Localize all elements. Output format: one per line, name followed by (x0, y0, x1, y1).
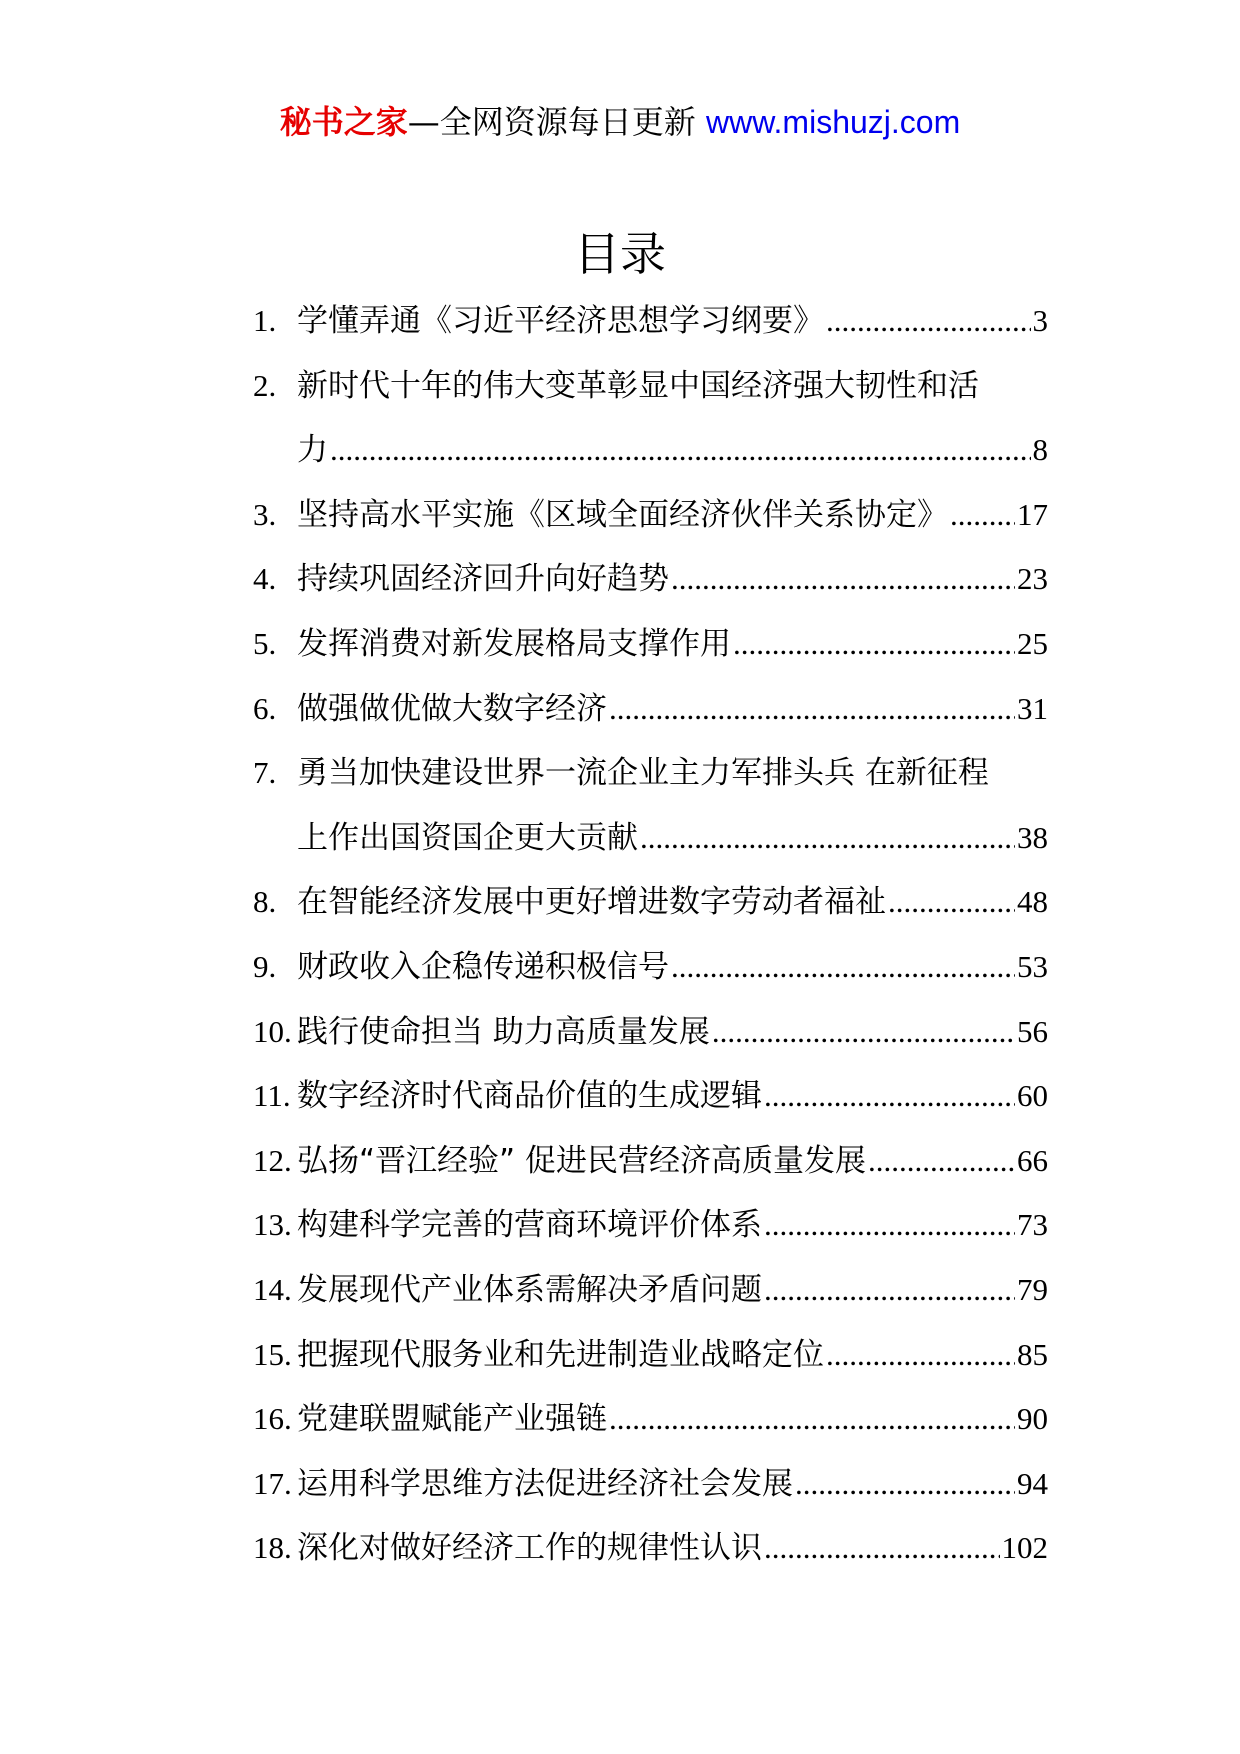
dot-leader (764, 1064, 1015, 1129)
dot-leader (795, 1452, 1015, 1517)
toc-entry-title: 发挥消费对新发展格局支撑作用 (297, 625, 731, 662)
toc-line (253, 418, 1048, 483)
toc-entry-number: 2. (253, 367, 277, 403)
toc-page-number: 66 (1017, 1142, 1048, 1178)
toc-page-number: 56 (1017, 1013, 1048, 1049)
toc-entry[interactable] (253, 677, 1048, 742)
toc-entry-title: 把握现代服务业和先进制造业战略定位 (297, 1336, 824, 1373)
toc-entry[interactable] (253, 1000, 1048, 1065)
dot-leader (764, 1193, 1015, 1258)
toc-entry-number: 12. (253, 1142, 292, 1178)
toc-entry[interactable] (253, 483, 1048, 548)
toc-page-number: 3 (1032, 303, 1048, 338)
toc-entry[interactable] (253, 547, 1048, 612)
toc-entry-title: 在智能经济发展中更好增进数字劳动者福祉 (297, 884, 886, 921)
toc-entry-number: 6. (253, 690, 277, 726)
toc-entry[interactable] (253, 1064, 1048, 1129)
toc-entry-title: 做强做优做大数字经济 (297, 690, 607, 727)
toc-line (253, 741, 1048, 806)
toc-line (253, 806, 1048, 871)
toc-entry[interactable] (253, 1452, 1048, 1517)
toc-entry[interactable] (253, 1258, 1048, 1323)
toc-page-number: 48 (1017, 884, 1048, 920)
site-banner (0, 100, 1240, 144)
toc-entry-title: 力 (297, 432, 328, 469)
toc-entry[interactable] (253, 1129, 1048, 1194)
toc-page-number: 8 (1032, 432, 1048, 468)
toc-line (253, 483, 1048, 548)
toc-entry-title: 深化对做好经济工作的规律性认识 (297, 1530, 762, 1567)
table-of-contents (253, 289, 1048, 1581)
toc-entry-number: 4. (253, 561, 277, 597)
toc-entry-number: 11. (253, 1078, 291, 1114)
toc-entry-title: 持续巩固经济回升向好趋势 (297, 561, 669, 598)
toc-line (253, 354, 1048, 419)
dot-leader (764, 1516, 1000, 1581)
toc-page-number: 79 (1017, 1271, 1048, 1307)
toc-entry-number: 13. (253, 1207, 292, 1243)
toc-entry-number: 18. (253, 1530, 292, 1566)
toc-entry[interactable] (253, 741, 1048, 870)
toc-entry[interactable] (253, 1387, 1048, 1452)
dot-leader (733, 612, 1015, 677)
dot-leader (764, 1258, 1015, 1323)
toc-line (253, 1323, 1048, 1388)
toc-entry[interactable] (253, 289, 1048, 354)
dot-leader (950, 483, 1015, 548)
dot-leader (330, 418, 1031, 483)
toc-entry-title: 坚持高水平实施《区域全面经济伙伴关系协定》 (297, 496, 948, 533)
toc-entry-title: 上作出国资国企更大贡献 (297, 819, 638, 856)
toc-entry-number: 1. (253, 303, 277, 338)
toc-page-number: 94 (1017, 1465, 1048, 1501)
toc-entry-number: 8. (253, 884, 277, 920)
toc-line (253, 1129, 1048, 1194)
dot-leader (868, 1129, 1015, 1194)
toc-page-number: 60 (1017, 1078, 1048, 1114)
toc-entry-number: 7. (253, 755, 277, 791)
dot-leader (826, 289, 1031, 354)
toc-line (253, 612, 1048, 677)
toc-entry-title: 践行使命担当 助力高质量发展 (297, 1013, 710, 1050)
dot-leader (671, 935, 1015, 1000)
dot-leader (888, 870, 1015, 935)
toc-entry-number: 10. (253, 1013, 292, 1049)
toc-page-number: 85 (1017, 1336, 1048, 1372)
toc-line (253, 1000, 1048, 1065)
toc-entry-number: 3. (253, 496, 277, 532)
dot-leader (640, 806, 1015, 871)
toc-entry-title: 学懂弄通《习近平经济思想学习纲要》 (297, 303, 824, 339)
toc-entry-title: 财政收入企稳传递积极信号 (297, 948, 669, 985)
brand-name: 秘书之家 (279, 103, 408, 141)
toc-page-number: 17 (1017, 496, 1048, 532)
toc-entry[interactable] (253, 1516, 1048, 1581)
site-url-link[interactable]: www.mishuzj.com (705, 104, 961, 140)
toc-entry-number: 14. (253, 1271, 292, 1307)
toc-page-number: 73 (1017, 1207, 1048, 1243)
toc-line (253, 935, 1048, 1000)
toc-line (253, 1258, 1048, 1323)
toc-entry-title: 构建科学完善的营商环境评价体系 (297, 1207, 762, 1244)
toc-page-number: 38 (1017, 819, 1048, 855)
toc-title: 目录 (574, 227, 666, 281)
toc-entry[interactable] (253, 870, 1048, 935)
toc-line (253, 870, 1048, 935)
dot-leader (826, 1323, 1015, 1388)
toc-line (253, 1387, 1048, 1452)
toc-page-number: 25 (1017, 625, 1048, 661)
toc-line (253, 547, 1048, 612)
banner-tagline: —全网资源每日更新 (407, 103, 706, 141)
dot-leader (609, 1387, 1015, 1452)
toc-page-number: 53 (1017, 948, 1048, 984)
dot-leader (609, 677, 1015, 742)
toc-entry[interactable] (253, 1323, 1048, 1388)
toc-entry[interactable] (253, 354, 1048, 483)
toc-entry-number: 15. (253, 1336, 292, 1372)
toc-line (253, 1193, 1048, 1258)
toc-line (253, 289, 1048, 354)
toc-line (253, 1452, 1048, 1517)
toc-entry-title: 新时代十年的伟大变革彰显中国经济强大韧性和活 (297, 367, 979, 404)
toc-page-number: 23 (1017, 561, 1048, 597)
toc-entry-title: 数字经济时代商品价值的生成逻辑 (297, 1078, 762, 1115)
toc-entry-title: 运用科学思维方法促进经济社会发展 (297, 1465, 793, 1502)
dot-leader (671, 547, 1015, 612)
toc-page-number: 102 (1001, 1530, 1048, 1566)
toc-line (253, 1064, 1048, 1129)
toc-entry[interactable] (253, 1193, 1048, 1258)
toc-entry-number: 17. (253, 1465, 292, 1501)
toc-entry-title: 勇当加快建设世界一流企业主力军排头兵 在新征程 (297, 755, 989, 792)
toc-entry-number: 5. (253, 625, 277, 661)
toc-entry[interactable] (253, 935, 1048, 1000)
dot-leader (712, 1000, 1015, 1065)
toc-entry-title: 弘扬“晋江经验” 促进民营经济高质量发展 (297, 1142, 866, 1179)
toc-line (253, 677, 1048, 742)
toc-page-number: 90 (1017, 1401, 1048, 1437)
toc-entry-number: 16. (253, 1401, 292, 1437)
toc-entry[interactable] (253, 612, 1048, 677)
toc-entry-title: 党建联盟赋能产业强链 (297, 1401, 607, 1438)
toc-entry-title: 发展现代产业体系需解决矛盾问题 (297, 1271, 762, 1308)
toc-line (253, 1516, 1048, 1581)
toc-entry-number: 9. (253, 948, 277, 984)
toc-page-number: 31 (1017, 690, 1048, 726)
